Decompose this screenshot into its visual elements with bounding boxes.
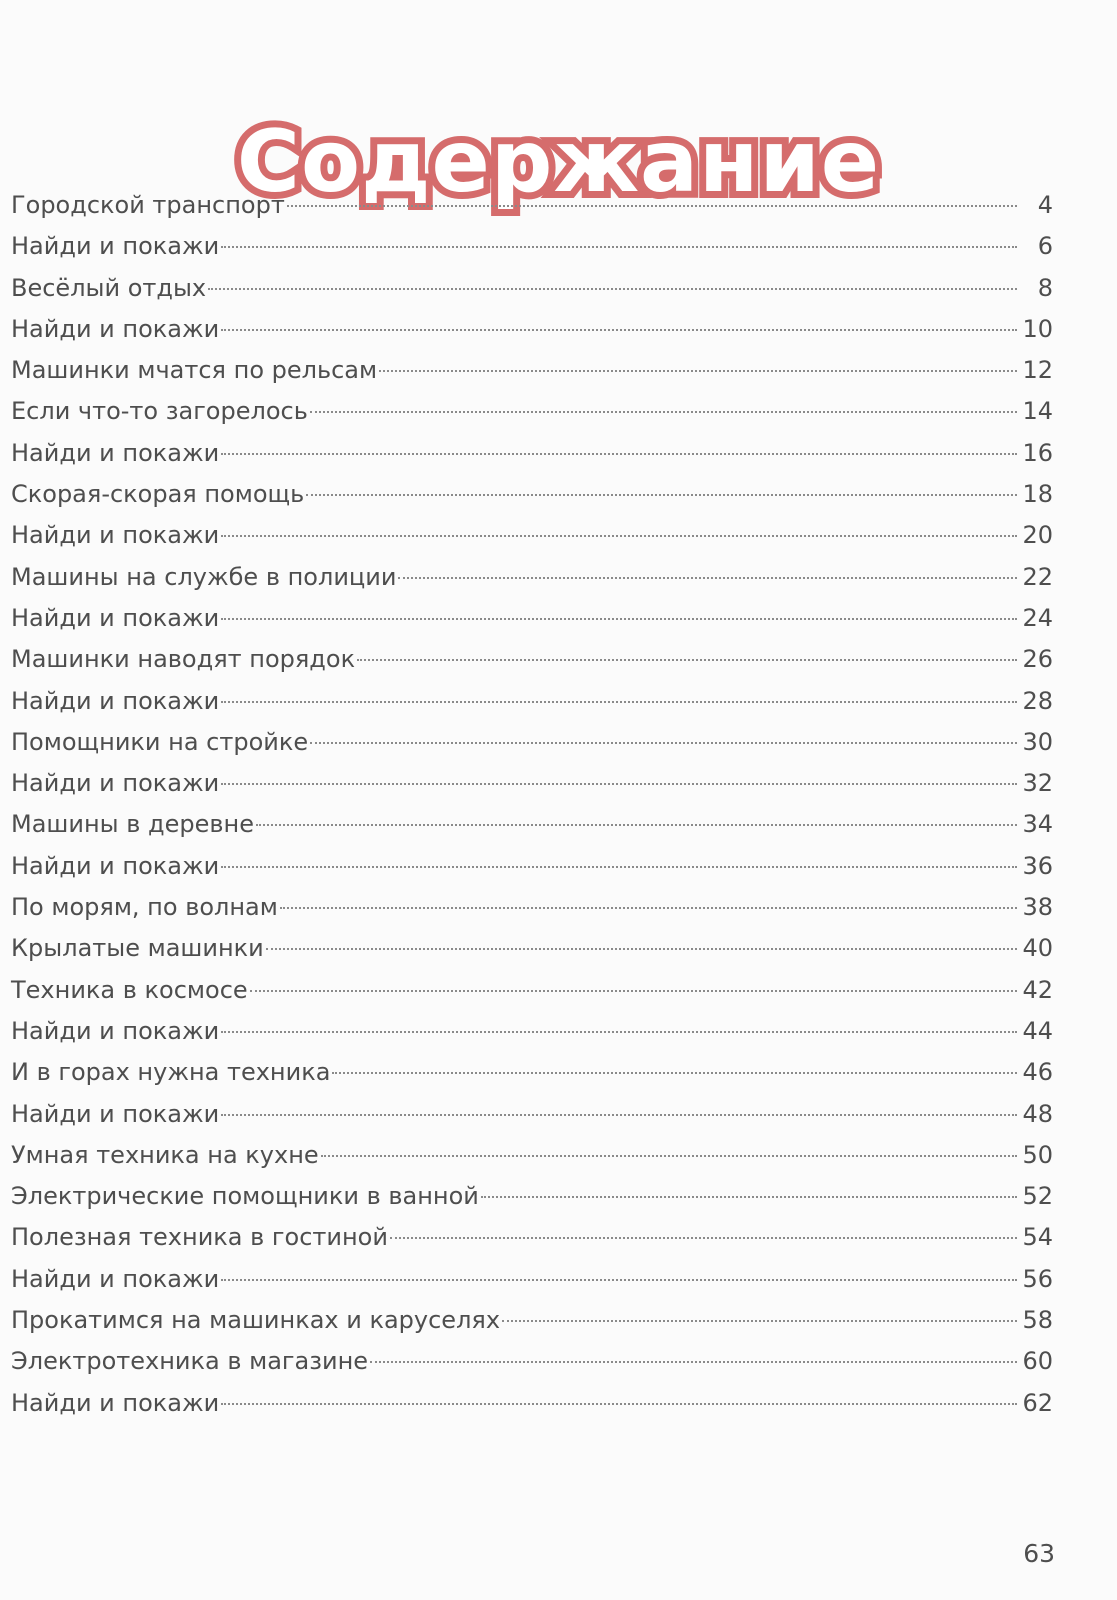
dot-leader <box>332 1072 1017 1074</box>
toc-entry <box>11 1052 1053 1093</box>
toc-entry <box>11 1011 1053 1052</box>
toc-entry-title: Машины в деревне <box>11 810 254 839</box>
dot-leader <box>310 742 1017 744</box>
toc-entry <box>11 557 1053 598</box>
toc-entry <box>11 763 1053 804</box>
dot-leader <box>221 866 1017 868</box>
toc-entry-page: 38 <box>1022 893 1053 922</box>
page-number: 63 <box>1023 1539 1055 1568</box>
toc-entry-title: Машины на службе в полиции <box>11 562 397 591</box>
toc-entry-page: 36 <box>1022 851 1053 880</box>
toc-entry <box>11 970 1053 1011</box>
dot-leader <box>221 1403 1017 1405</box>
toc-entry <box>11 722 1053 763</box>
dot-leader <box>379 370 1017 372</box>
toc-entry-page: 62 <box>1022 1388 1053 1417</box>
toc-entry <box>11 350 1053 391</box>
toc-entry-page: 14 <box>1022 397 1053 426</box>
dot-leader <box>256 824 1017 826</box>
toc-entry-title: Найди и покажи <box>11 851 220 880</box>
toc-entry-page: 52 <box>1022 1182 1053 1211</box>
toc-entry-title: Найди и покажи <box>11 232 220 261</box>
toc-entry-title: Скорая-скорая помощь <box>11 480 305 509</box>
toc-entry <box>11 1383 1053 1424</box>
toc-entry <box>11 928 1053 969</box>
dot-leader <box>221 618 1017 620</box>
toc-entry-title: И в горах нужна техника <box>11 1058 331 1087</box>
dot-leader <box>250 990 1017 992</box>
toc-entry-page: 12 <box>1022 356 1053 385</box>
toc-entry-page: 4 <box>1037 191 1053 219</box>
toc-entry <box>11 185 1053 226</box>
toc-entry-page: 60 <box>1022 1347 1053 1376</box>
toc-entry-title: Найди и покажи <box>11 1388 220 1417</box>
dot-leader <box>321 1155 1017 1157</box>
toc-entry <box>11 1217 1053 1258</box>
toc-entry-title: Помощники на стройке <box>11 727 309 756</box>
toc-entry-title: Найди и покажи <box>11 603 220 632</box>
toc-entry-title: Весёлый отдых <box>11 273 207 302</box>
toc-entry-page: 44 <box>1022 1016 1053 1045</box>
toc-entry-title: Найди и покажи <box>11 438 220 467</box>
toc-entry-title: Умная техника на кухне <box>11 1140 319 1169</box>
toc-entry-title: Городской транспорт <box>11 191 285 219</box>
dot-leader <box>221 246 1017 248</box>
toc-entry-page: 42 <box>1022 975 1053 1004</box>
dot-leader <box>221 535 1017 537</box>
dot-leader <box>306 494 1017 496</box>
toc-entry <box>11 1094 1053 1135</box>
toc-entry-page: 48 <box>1022 1099 1053 1128</box>
toc-entry-page: 28 <box>1022 686 1053 715</box>
dot-leader <box>310 411 1017 413</box>
toc-entry <box>11 804 1053 845</box>
toc-entry-page: 40 <box>1022 934 1053 963</box>
toc-entry <box>11 598 1053 639</box>
toc-entry-page: 22 <box>1022 562 1053 591</box>
toc-entry <box>11 639 1053 680</box>
dot-leader <box>221 1031 1017 1033</box>
toc-entry-title: Найди и покажи <box>11 769 220 798</box>
toc-entry <box>11 474 1053 515</box>
toc-entry-title: Найди и покажи <box>11 1016 220 1045</box>
toc-entry <box>11 391 1053 432</box>
dot-leader <box>221 701 1017 703</box>
dot-leader <box>502 1320 1017 1322</box>
dot-leader <box>221 1279 1017 1281</box>
toc-entry <box>11 226 1053 267</box>
toc-entry <box>11 1135 1053 1176</box>
toc-entry-page: 58 <box>1022 1306 1053 1335</box>
toc-entry-page: 10 <box>1022 314 1053 343</box>
toc-entry-title: Крылатые машинки <box>11 934 264 963</box>
toc-entry <box>11 681 1053 722</box>
dot-leader <box>221 783 1017 785</box>
toc-entry-title: Машинки наводят порядок <box>11 645 356 674</box>
toc-entry <box>11 1176 1053 1217</box>
toc-entry <box>11 846 1053 887</box>
toc-entry-title: Найди и покажи <box>11 686 220 715</box>
dot-leader <box>481 1196 1017 1198</box>
toc-entry-title: Если что-то загорелось <box>11 397 308 426</box>
toc-entry <box>11 433 1053 474</box>
dot-leader <box>221 453 1017 455</box>
dot-leader <box>398 577 1017 579</box>
toc-entry-page: 8 <box>1037 273 1053 302</box>
toc-entry-page: 26 <box>1022 645 1053 674</box>
toc-entry-title: Найди и покажи <box>11 521 220 550</box>
toc-entry-page: 30 <box>1022 727 1053 756</box>
toc-entry-title: Прокатимся на машинках и каруселях <box>11 1306 501 1335</box>
toc-entry-page: 34 <box>1022 810 1053 839</box>
dot-leader <box>266 948 1017 950</box>
toc-entry-title: Техника в космосе <box>11 975 248 1004</box>
toc-entry <box>11 887 1053 928</box>
dot-leader <box>370 1361 1017 1363</box>
toc-entry <box>11 1341 1053 1382</box>
dot-leader <box>221 329 1017 331</box>
toc-entry-title: По морям, по волнам <box>11 893 278 922</box>
dot-leader <box>208 288 1017 290</box>
dot-leader <box>221 1114 1017 1116</box>
toc-entry-title: Найди и покажи <box>11 314 220 343</box>
toc-entry-page: 32 <box>1022 769 1053 798</box>
toc-entry-page: 20 <box>1022 521 1053 550</box>
dot-leader <box>357 659 1017 661</box>
toc-entry-title: Полезная техника в гостиной <box>11 1223 388 1252</box>
toc-entry <box>11 515 1053 556</box>
toc-entry-page: 16 <box>1022 438 1053 467</box>
toc-entry <box>11 1300 1053 1341</box>
dot-leader <box>287 205 1017 207</box>
dot-leader <box>280 907 1017 909</box>
toc-entry <box>11 309 1053 350</box>
toc-entry-page: 24 <box>1022 603 1053 632</box>
dot-leader <box>390 1237 1017 1239</box>
toc-entry-page: 46 <box>1022 1058 1053 1087</box>
toc-entry <box>11 268 1053 309</box>
toc-entry-page: 6 <box>1037 232 1053 261</box>
toc-entry-page: 56 <box>1022 1264 1053 1293</box>
toc-entry-title: Электрические помощники в ванной <box>11 1182 479 1211</box>
page-title: Содержание <box>236 111 881 212</box>
toc-entry-title: Электротехника в магазине <box>11 1347 369 1376</box>
table-of-contents <box>11 185 1053 1424</box>
toc-entry-page: 54 <box>1022 1223 1053 1252</box>
toc-entry <box>11 1259 1053 1300</box>
toc-entry-title: Найди и покажи <box>11 1099 220 1128</box>
toc-entry-page: 18 <box>1022 480 1053 509</box>
toc-entry-page: 50 <box>1022 1140 1053 1169</box>
toc-entry-title: Найди и покажи <box>11 1264 220 1293</box>
toc-entry-title: Машинки мчатся по рельсам <box>11 356 378 385</box>
